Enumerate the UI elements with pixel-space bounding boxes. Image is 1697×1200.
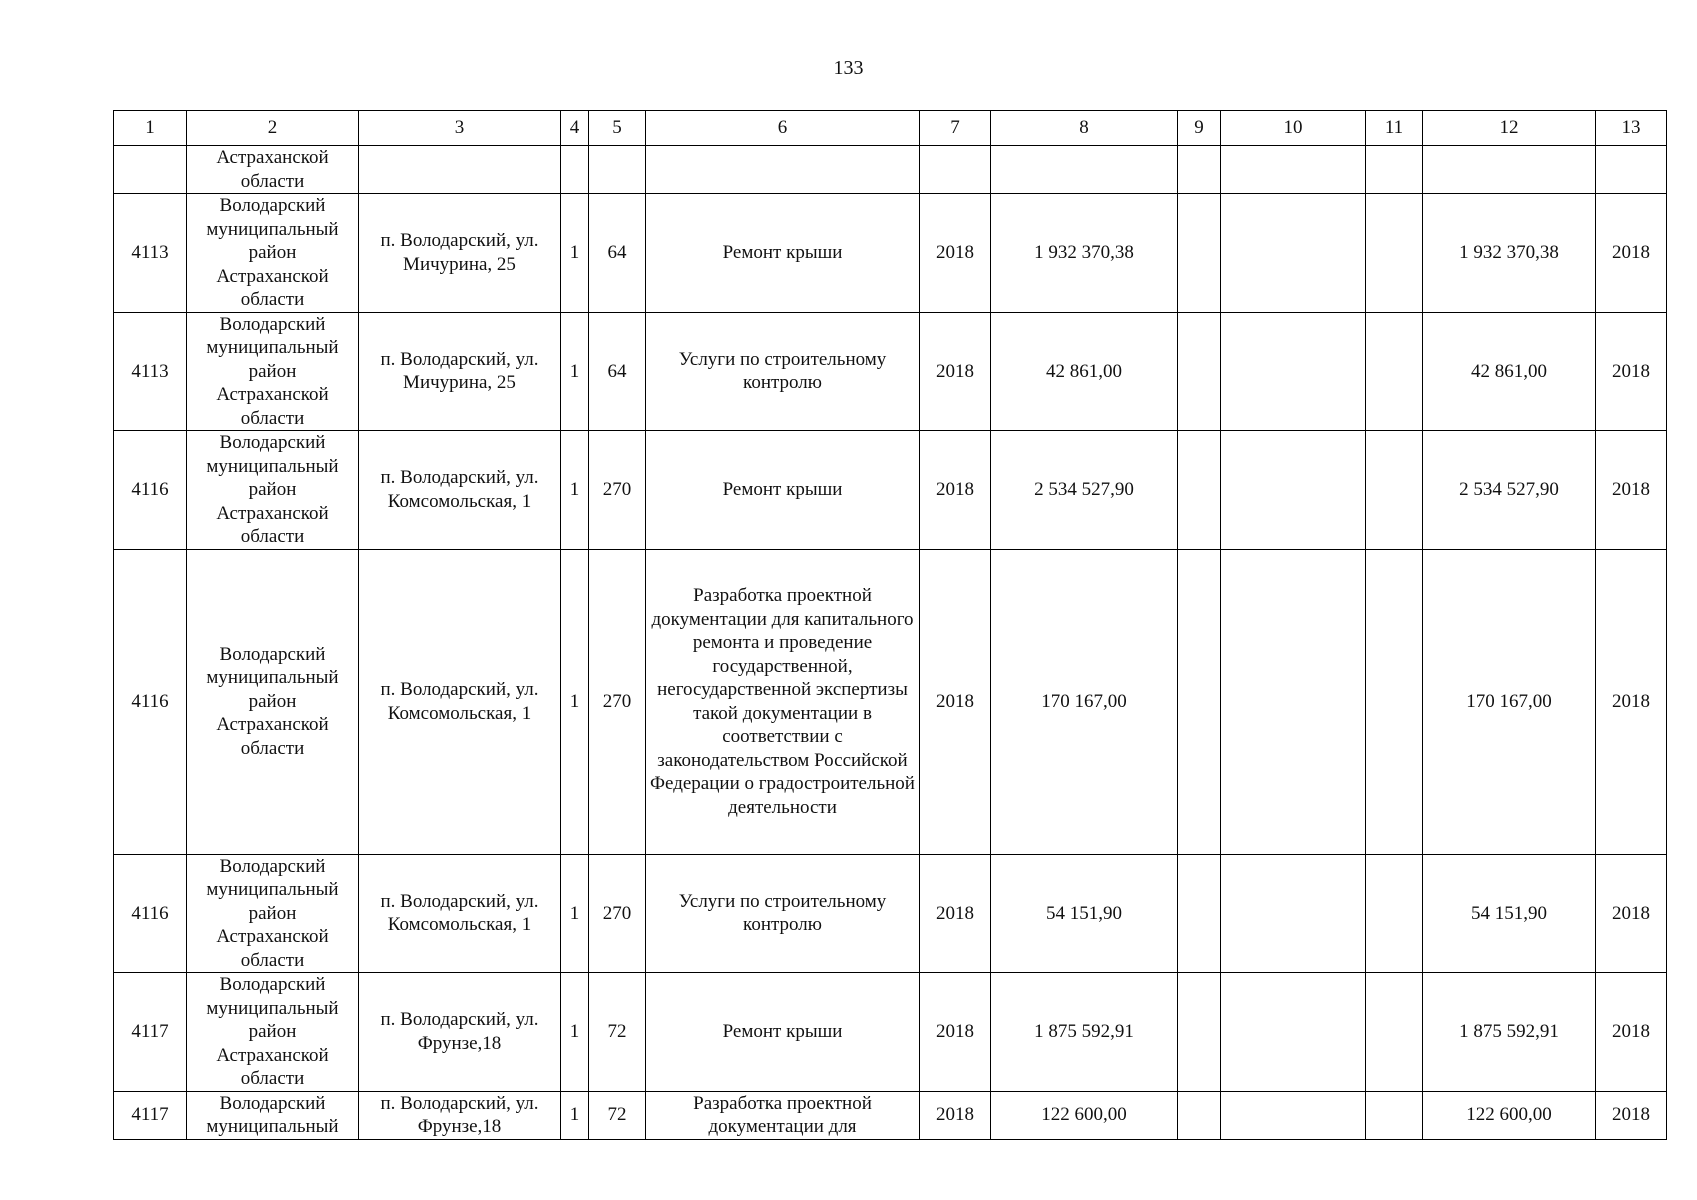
cell-amount-total: 42 861,00: [1423, 312, 1596, 431]
cell-col9: [1178, 1091, 1221, 1139]
cell-number: 4113: [114, 312, 187, 431]
table-row: [114, 312, 1667, 431]
column-header: 5: [589, 111, 646, 146]
cell-col9: [1178, 549, 1221, 854]
cell-number: 4117: [114, 1091, 187, 1139]
cell-amount: 1 932 370,38: [991, 194, 1178, 313]
cell-work-type: Ремонт крыши: [646, 194, 920, 313]
cell-work-type: Услуги по строительному контролю: [646, 854, 920, 973]
cell-work-type: Ремонт крыши: [646, 973, 920, 1092]
cell-col9: [1178, 854, 1221, 973]
cell-year: [920, 146, 991, 194]
cell-col11: [1366, 854, 1423, 973]
cell-year: 2018: [920, 973, 991, 1092]
cell-year-end: 2018: [1596, 312, 1667, 431]
cell-work-type: Разработка проектной документации для: [646, 1091, 920, 1139]
cell-col10: [1221, 1091, 1366, 1139]
cell-work-type: Ремонт крыши: [646, 431, 920, 550]
cell-col5: 270: [589, 854, 646, 973]
cell-year: 2018: [920, 549, 991, 854]
cell-year: 2018: [920, 194, 991, 313]
column-header: 13: [1596, 111, 1667, 146]
cell-amount-total: 54 151,90: [1423, 854, 1596, 973]
column-header: 3: [359, 111, 561, 146]
cell-col4: 1: [561, 194, 589, 313]
cell-col10: [1221, 194, 1366, 313]
cell-amount: 54 151,90: [991, 854, 1178, 973]
cell-municipality: Астраханской области: [187, 146, 359, 194]
column-header: 8: [991, 111, 1178, 146]
cell-col5: 72: [589, 1091, 646, 1139]
cell-col11: [1366, 194, 1423, 313]
cell-col5: 64: [589, 312, 646, 431]
cell-number: 4113: [114, 194, 187, 313]
cell-year: 2018: [920, 1091, 991, 1139]
table-row: [114, 431, 1667, 550]
cell-year-end: 2018: [1596, 194, 1667, 313]
cell-number: [114, 146, 187, 194]
cell-col5: [589, 146, 646, 194]
table-row: [114, 973, 1667, 1092]
cell-address: п. Володарский, ул. Фрунзе,18: [359, 973, 561, 1092]
cell-col5: 64: [589, 194, 646, 313]
cell-col5: 72: [589, 973, 646, 1092]
cell-number: 4116: [114, 431, 187, 550]
cell-col4: 1: [561, 431, 589, 550]
cell-number: 4116: [114, 549, 187, 854]
table-row: [114, 549, 1667, 854]
cell-col9: [1178, 146, 1221, 194]
cell-amount: [991, 146, 1178, 194]
column-header: 12: [1423, 111, 1596, 146]
column-header: 4: [561, 111, 589, 146]
table-row: [114, 146, 1667, 194]
table-row: [114, 1091, 1667, 1139]
cell-municipality: Володарский муниципальный район Астраханской области: [187, 312, 359, 431]
cell-municipality: Володарский муниципальный район Астраханской области: [187, 194, 359, 313]
cell-col11: [1366, 973, 1423, 1092]
cell-col11: [1366, 1091, 1423, 1139]
column-header: 9: [1178, 111, 1221, 146]
cell-col10: [1221, 973, 1366, 1092]
cell-col9: [1178, 194, 1221, 313]
cell-col9: [1178, 312, 1221, 431]
column-header: 2: [187, 111, 359, 146]
cell-amount-total: 170 167,00: [1423, 549, 1596, 854]
table-row: [114, 854, 1667, 973]
cell-col10: [1221, 854, 1366, 973]
cell-work-type: Услуги по строительному контролю: [646, 312, 920, 431]
column-header: 11: [1366, 111, 1423, 146]
cell-col11: [1366, 431, 1423, 550]
cell-year-end: 2018: [1596, 549, 1667, 854]
table-row: [114, 194, 1667, 313]
cell-address: п. Володарский, ул. Мичурина, 25: [359, 194, 561, 313]
cell-work-type: Разработка проектной документации для капитального ремонта и проведение государственной, негосударственной экспертизы такой документации в соответствии с законодательством Российской Федерации о градостроительной деятельности: [646, 549, 920, 854]
page-number: 133: [833, 57, 864, 79]
cell-amount: 122 600,00: [991, 1091, 1178, 1139]
cell-amount: 2 534 527,90: [991, 431, 1178, 550]
cell-col4: 1: [561, 973, 589, 1092]
document-table: [113, 110, 1667, 1140]
cell-year-end: [1596, 146, 1667, 194]
cell-amount-total: 2 534 527,90: [1423, 431, 1596, 550]
cell-col10: [1221, 431, 1366, 550]
cell-col11: [1366, 146, 1423, 194]
column-header: 6: [646, 111, 920, 146]
cell-col9: [1178, 973, 1221, 1092]
cell-amount-total: 122 600,00: [1423, 1091, 1596, 1139]
cell-amount: 170 167,00: [991, 549, 1178, 854]
cell-address: п. Володарский, ул. Комсомольская, 1: [359, 549, 561, 854]
cell-col4: [561, 146, 589, 194]
cell-col5: 270: [589, 431, 646, 550]
cell-col4: 1: [561, 312, 589, 431]
cell-address: [359, 146, 561, 194]
cell-col10: [1221, 146, 1366, 194]
cell-year-end: 2018: [1596, 431, 1667, 550]
cell-amount-total: 1 875 592,91: [1423, 973, 1596, 1092]
cell-amount-total: [1423, 146, 1596, 194]
column-header: 10: [1221, 111, 1366, 146]
cell-col10: [1221, 549, 1366, 854]
cell-col4: 1: [561, 1091, 589, 1139]
cell-work-type: [646, 146, 920, 194]
cell-number: 4117: [114, 973, 187, 1092]
cell-col9: [1178, 431, 1221, 550]
cell-municipality: Володарский муниципальный район Астраханской области: [187, 549, 359, 854]
cell-amount: 1 875 592,91: [991, 973, 1178, 1092]
header-row: [114, 111, 1667, 146]
cell-number: 4116: [114, 854, 187, 973]
cell-year-end: 2018: [1596, 854, 1667, 973]
cell-col4: 1: [561, 549, 589, 854]
cell-municipality: Володарский муниципальный район Астраханской области: [187, 973, 359, 1092]
cell-year-end: 2018: [1596, 973, 1667, 1092]
cell-col11: [1366, 312, 1423, 431]
cell-col4: 1: [561, 854, 589, 973]
column-header: 1: [114, 111, 187, 146]
cell-address: п. Володарский, ул. Мичурина, 25: [359, 312, 561, 431]
cell-address: п. Володарский, ул. Фрунзе,18: [359, 1091, 561, 1139]
cell-year: 2018: [920, 312, 991, 431]
cell-amount-total: 1 932 370,38: [1423, 194, 1596, 313]
cell-year: 2018: [920, 854, 991, 973]
cell-year-end: 2018: [1596, 1091, 1667, 1139]
cell-municipality: Володарский муниципальный район Астраханской области: [187, 431, 359, 550]
cell-municipality: Володарский муниципальный: [187, 1091, 359, 1139]
cell-col10: [1221, 312, 1366, 431]
cell-municipality: Володарский муниципальный район Астраханской области: [187, 854, 359, 973]
cell-year: 2018: [920, 431, 991, 550]
column-header: 7: [920, 111, 991, 146]
cell-col5: 270: [589, 549, 646, 854]
cell-address: п. Володарский, ул. Комсомольская, 1: [359, 431, 561, 550]
cell-col11: [1366, 549, 1423, 854]
cell-address: п. Володарский, ул. Комсомольская, 1: [359, 854, 561, 973]
cell-amount: 42 861,00: [991, 312, 1178, 431]
